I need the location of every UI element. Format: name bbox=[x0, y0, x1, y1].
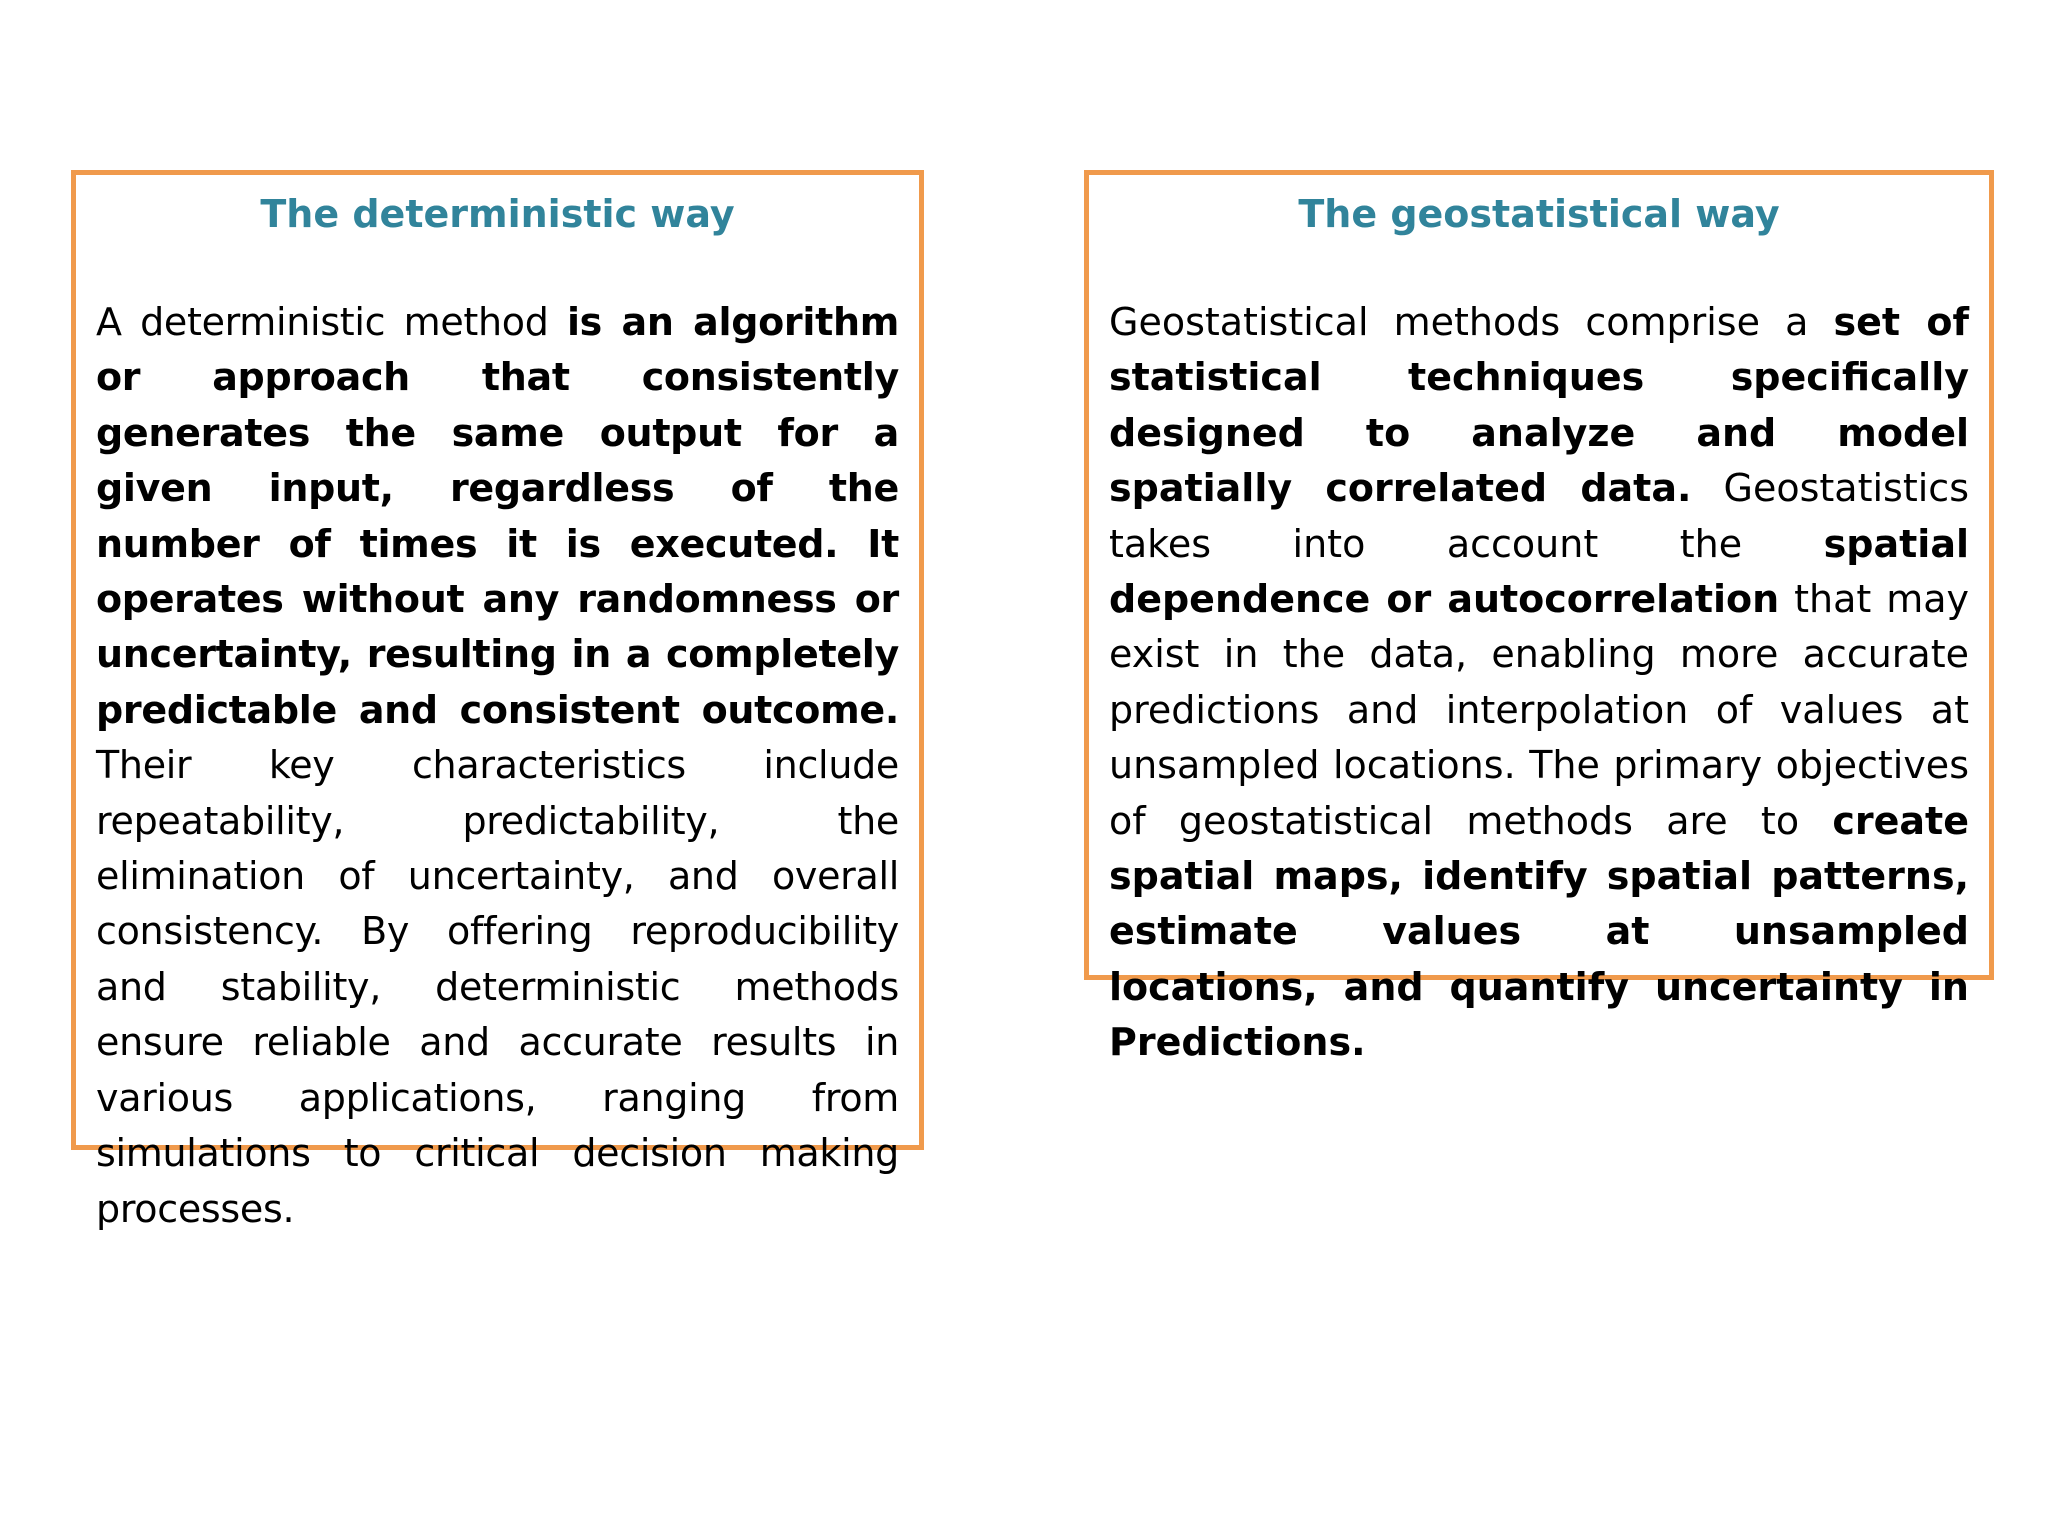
deterministic-text-2-bold: is an algorithm or approach that consistently generates the same output for a given input, regardless of the number of times it is executed. It operates without any randomness or uncertainty, resulting in a completely predictable and consistent outcome. bbox=[96, 300, 899, 732]
deterministic-body bbox=[96, 295, 899, 1237]
geostatistical-text-6-bold: create spatial maps, identify spatial patterns, estimate values at unsampled locations, and quantify uncertainty in Predictions. bbox=[1109, 798, 1969, 1065]
geostatistical-text-5: that may exist in the data, enabling more accurate predictions and interpolation of values at unsampled locations. The primary objectives of geostatistical methods are to bbox=[1109, 577, 1969, 843]
deterministic-text-1: A deterministic method bbox=[96, 300, 567, 344]
geostatistical-text-4-bold: spatial dependence or autocorrelation bbox=[1109, 521, 1969, 622]
geostatistical-text-3: Geostatistics takes into account the bbox=[1109, 466, 1969, 566]
deterministic-panel bbox=[71, 170, 924, 1231]
deterministic-title: The deterministic way bbox=[260, 192, 735, 236]
geostatistical-title: The geostatistical way bbox=[1298, 192, 1780, 236]
deterministic-text-3: Their key characteristics include repeatability, predictability, the elimination of uncertainty, and overall consistency. By offering reproducibility and stability, deterministic methods ensure reliable and accurate results in various applications, ranging from simulations to critical decision making processes. bbox=[96, 743, 899, 1231]
geostatistical-panel bbox=[1084, 170, 1994, 1065]
geostatistical-text-2-bold: set of statistical techniques specifically designed to analyze and model spatially correlated data. bbox=[1109, 300, 1969, 511]
geostatistical-text-1: Geostatistical methods comprise a bbox=[1109, 300, 1834, 344]
geostatistical-body bbox=[1109, 295, 1969, 1071]
